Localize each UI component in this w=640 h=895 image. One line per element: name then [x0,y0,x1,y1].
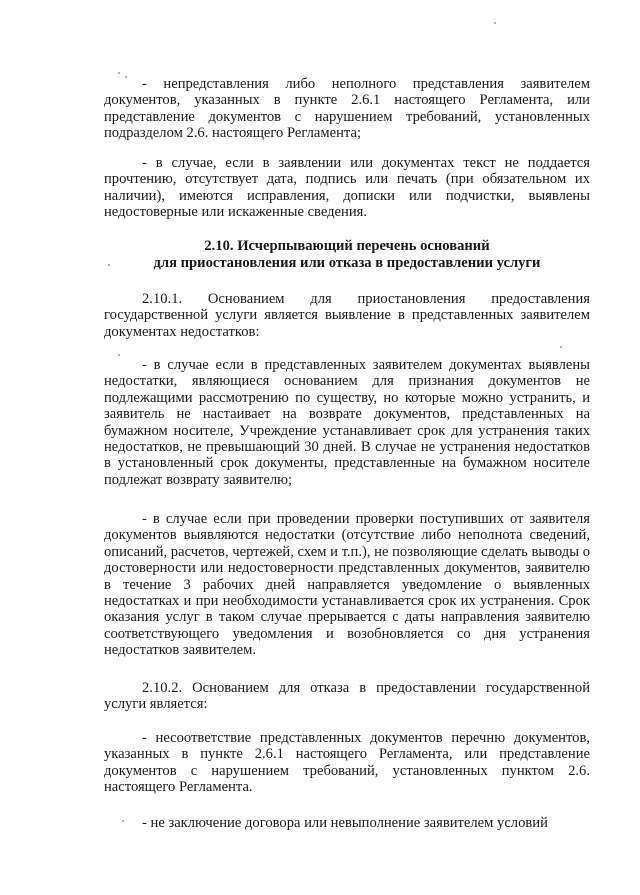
paragraph-text: - в случае если при проведении проверки поступивших от заявителя документов выявляются недостатки (отсутствие либо неполнота сведений, описаний, расчетов, чертежей, схем и т.п.), не позволяющие сделать выводы о достоверности или недостоверности представленных документов, заявителю в течение 3 рабочих дней направляется уведомление о выявленных недостатках и при необходимости устанавливается срок их устранения. Срок оказания услуг в таком случае прерывается с даты направления заявителю соответствующего уведомления и возобновляется со дня устранения недостатков заявителем. [104,511,590,659]
scan-speck [118,72,120,74]
paragraph-2-10-2 [104,680,590,713]
paragraph-text: - в случае если в представленных заявителем документах выявлены недостатки, являющиеся основанием для признания документов не подлежащими рассмотрению по существу, но которые можно устранить, и заявитель не настаивает на возврате документов, представленных на бумажном носителе, Учреждение устанавливает срок для устранения таких недостатков, не превышающий 30 дней. В случае не устранения недостатков в установленный срок документы, представленные на бумажном носителе подлежат возврату заявителю; [104,357,590,488]
paragraph-contract-not-concluded [104,815,590,831]
paragraph-text: - несоответствие представленных документов перечню документов, указанных в пункте 2.6.1 настоящего Регламента, или представление документов с нарушением требований, установленных пунктом 2.6. настоящего Регламента. [104,730,590,796]
section-heading-2-10 [104,238,590,272]
paragraph-text: - в случае, если в заявлении или документах текст не поддается прочтению, отсутствует дата, подпись или печать (при обязательном их наличии), имеются исправления, дописки или подчистки, выявлены недостоверные или искаженные сведения. [104,155,590,221]
paragraph-text: 2.10.1. Основанием для приостановления предоставления государственной услуги является выявление в представленных заявителем документах недостатков: [104,291,590,340]
scan-speck [560,346,562,348]
scan-speck [118,354,120,356]
paragraph-non-submission [104,76,590,142]
paragraph-inspection-deficiencies [104,511,590,659]
paragraph-text: - непредставления либо неполного представления заявителем документов, указанных в пункте 2.6.1 настоящего Регламента, или представление документов с нарушением требований, установленных подразделом 2.6. настоящего Регламента; [104,76,590,142]
paragraph-2-10-1 [104,291,590,340]
scan-speck [494,22,496,24]
paragraph-document-mismatch [104,730,590,796]
paragraph-unreadable-text [104,155,590,221]
paragraph-text: - не заключение договора или невыполнение заявителем условий [142,815,548,831]
paragraph-deficiencies-30-days [104,357,590,488]
heading-line-1: 2.10. Исчерпывающий перечень оснований [204,238,490,254]
paragraph-text: 2.10.2. Основанием для отказа в предоставлении государственной услуги является: [104,680,590,713]
heading-line-2: для приостановления или отказа в предоставлении услуги [153,255,541,271]
